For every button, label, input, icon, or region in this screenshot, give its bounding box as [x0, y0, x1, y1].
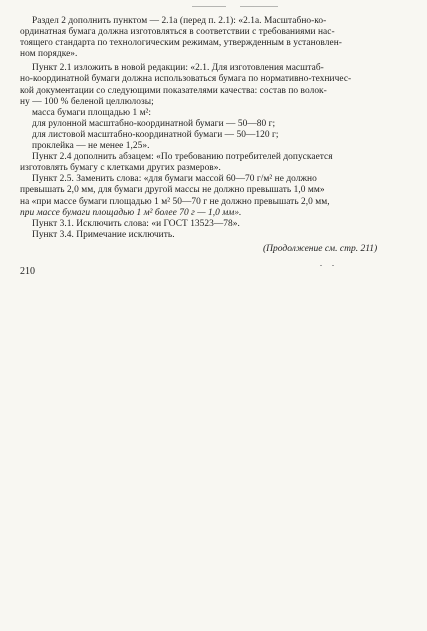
text-line-8: ну — 100 % беленой целлюлозы; [20, 96, 154, 107]
text-line-11: для листовой масштабно-координатной бумаги — 50—120 г; [32, 129, 279, 140]
text-line-7: кой документации со следующими показателями качества: состав по волок- [20, 85, 327, 96]
text-line-10: для рулонной масштабно-координатной бумаги — 50—80 г; [32, 118, 276, 129]
amendment-text [20, 16, 398, 241]
text-line-1: Раздел 2 дополнить пунктом — 2.1а (перед п. 2.1): «2.1а. Масштабно-ко- [32, 16, 327, 26]
text-line-17: на «при массе бумаги площадью 1 м² 50—70 г не должно превышать 2,0 мм, [20, 196, 330, 207]
scan-artifact [192, 2, 284, 11]
scan-speck [332, 265, 334, 266]
continued-note: (Продолжение см. стр. 211) [263, 244, 378, 254]
scan-speck [320, 265, 322, 266]
text-line-6: но-координатной бумаги должна использоваться бумага по нормативно-техничес- [20, 74, 352, 85]
text-line-14: изготовлять бумагу с клетками других размеров». [20, 163, 221, 174]
text-line-5: Пункт 2.1 изложить в новой редакции: «2.1. Для изготовления масштаб- [32, 63, 324, 74]
text-line-18: при массе бумаги площадью 1 м² более 70 г — 1,0 мм». [20, 207, 242, 218]
text-line-20: Пункт 3.4. Примечание исключить. [32, 229, 175, 240]
text-line-4: ном порядке». [20, 49, 78, 60]
page-number: 210 [20, 266, 35, 277]
text-line-13: Пункт 2.4 дополнить абзацем: «По требованию потребителей допускается [32, 152, 333, 163]
text-line-15: Пункт 2.5. Заменить слова: «для бумаги массой 60—70 г/м² не должно [32, 174, 317, 185]
text-line-2: ординатная бумага должна изготовляться в соответствии с требованиями нас- [20, 27, 335, 38]
text-line-9: масса бумаги площадью 1 м²: [32, 107, 152, 118]
text-line-16: превышать 2,0 мм, для бумаги другой массы не должно превышать 1,0 мм» [20, 185, 325, 196]
text-line-3: тоящего стандарта по технологическим режимам, утвержденным в установлен- [20, 38, 342, 49]
text-line-12: проклейка — не менее 1,25». [32, 141, 150, 152]
text-line-19: Пункт 3.1. Исключить слова: «и ГОСТ 13523—78». [32, 218, 240, 229]
